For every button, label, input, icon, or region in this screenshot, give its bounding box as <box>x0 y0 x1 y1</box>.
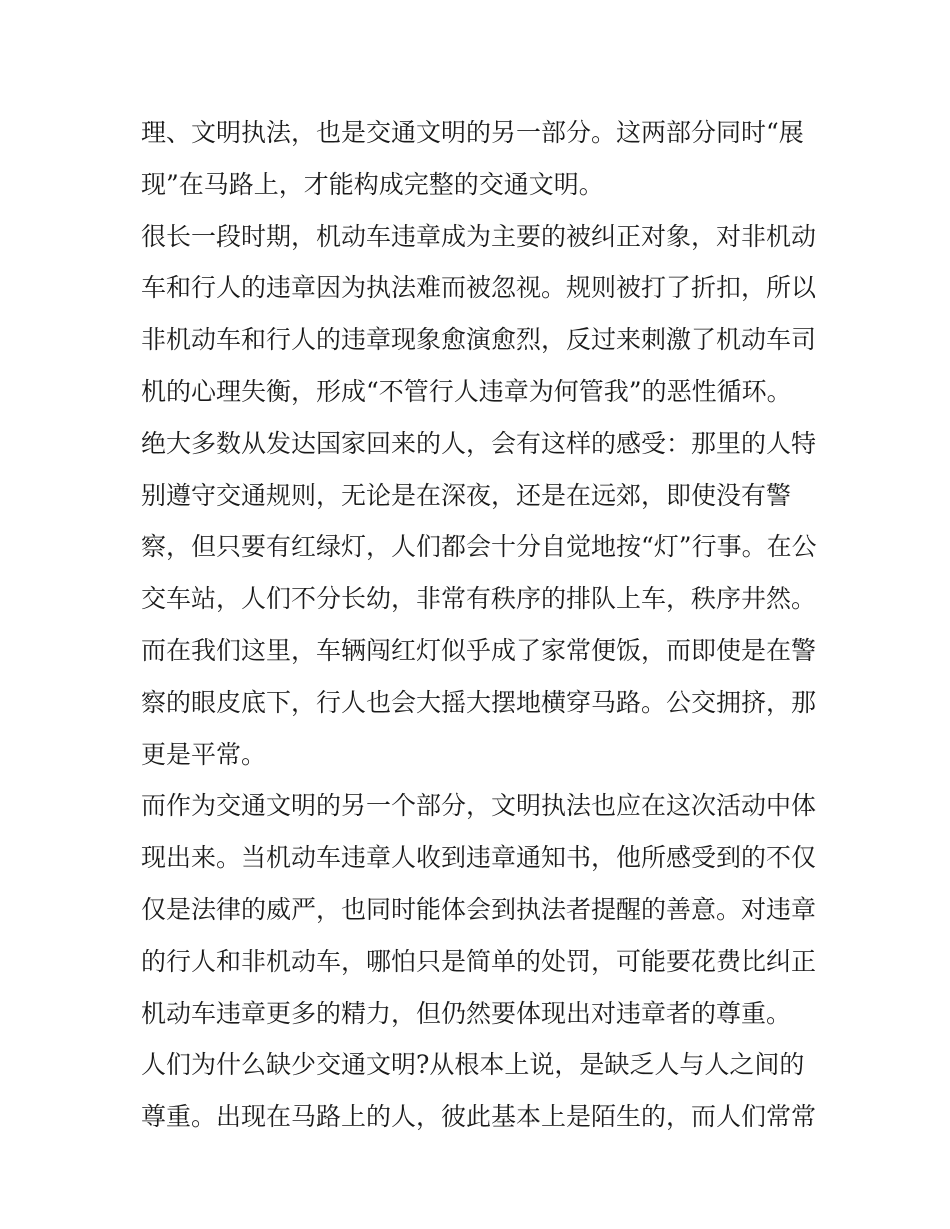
text-line: 现出来。当机动车违章人收到违章通知书，他所感受到的不仅 <box>141 843 817 873</box>
text-line: 现”在马路上，才能构成完整的交通文明。 <box>141 169 604 199</box>
text-line: 理、文明执法，也是交通文明的另一部分。这两部分同时“展 <box>141 118 804 147</box>
text-line: 非机动车和行人的违章现象愈演愈烈，反过来刺激了机动车司 <box>141 325 817 355</box>
text-line: 交车站，人们不分长幼，非常有秩序的排队上车，秩序井然。 <box>141 584 817 614</box>
text-line: 别遵守交通规则，无论是在深夜，还是在远郊，即使没有警 <box>141 480 792 510</box>
text-line: 机动车违章更多的精力，但仍然要体现出对违章者的尊重。 <box>141 998 792 1028</box>
text-line: 而作为交通文明的另一个部分，文明执法也应在这次活动中体 <box>141 791 817 821</box>
text-line: 仅是法律的威严，也同时能体会到执法者提醒的善意。对违章 <box>141 894 817 924</box>
text-line: 更是平常。 <box>141 739 267 769</box>
text-line: 绝大多数从发达国家回来的人，会有这样的感受：那里的人特 <box>141 428 817 458</box>
text-line: 尊重。出现在马路上的人，彼此基本上是陌生的，而人们常常 <box>141 1102 817 1132</box>
text-line: 很长一段时期，机动车违章成为主要的被纠正对象，对非机动 <box>141 221 817 251</box>
text-line: 而在我们这里，车辆闯红灯似乎成了家常便饭，而即使是在警 <box>141 635 817 665</box>
text-line: 人们为什么缺少交通文明?从根本上说，是缺乏人与人之间的 <box>141 1050 805 1080</box>
text-line: 机的心理失衡，形成“不管行人违章为何管我”的恶性循环。 <box>141 376 792 406</box>
text-line: 车和行人的违章因为执法难而被忽视。规则被打了折扣，所以 <box>141 273 817 303</box>
text-line: 察的眼皮底下，行人也会大摇大摆地横穿马路。公交拥挤，那 <box>141 687 817 717</box>
text-line: 察，但只要有红绿灯，人们都会十分自觉地按“灯”行事。在公 <box>141 532 817 562</box>
article-body <box>141 107 821 1143</box>
text-line: 的行人和非机动车，哪怕只是简单的处罚，可能要花费比纠正 <box>141 946 817 976</box>
